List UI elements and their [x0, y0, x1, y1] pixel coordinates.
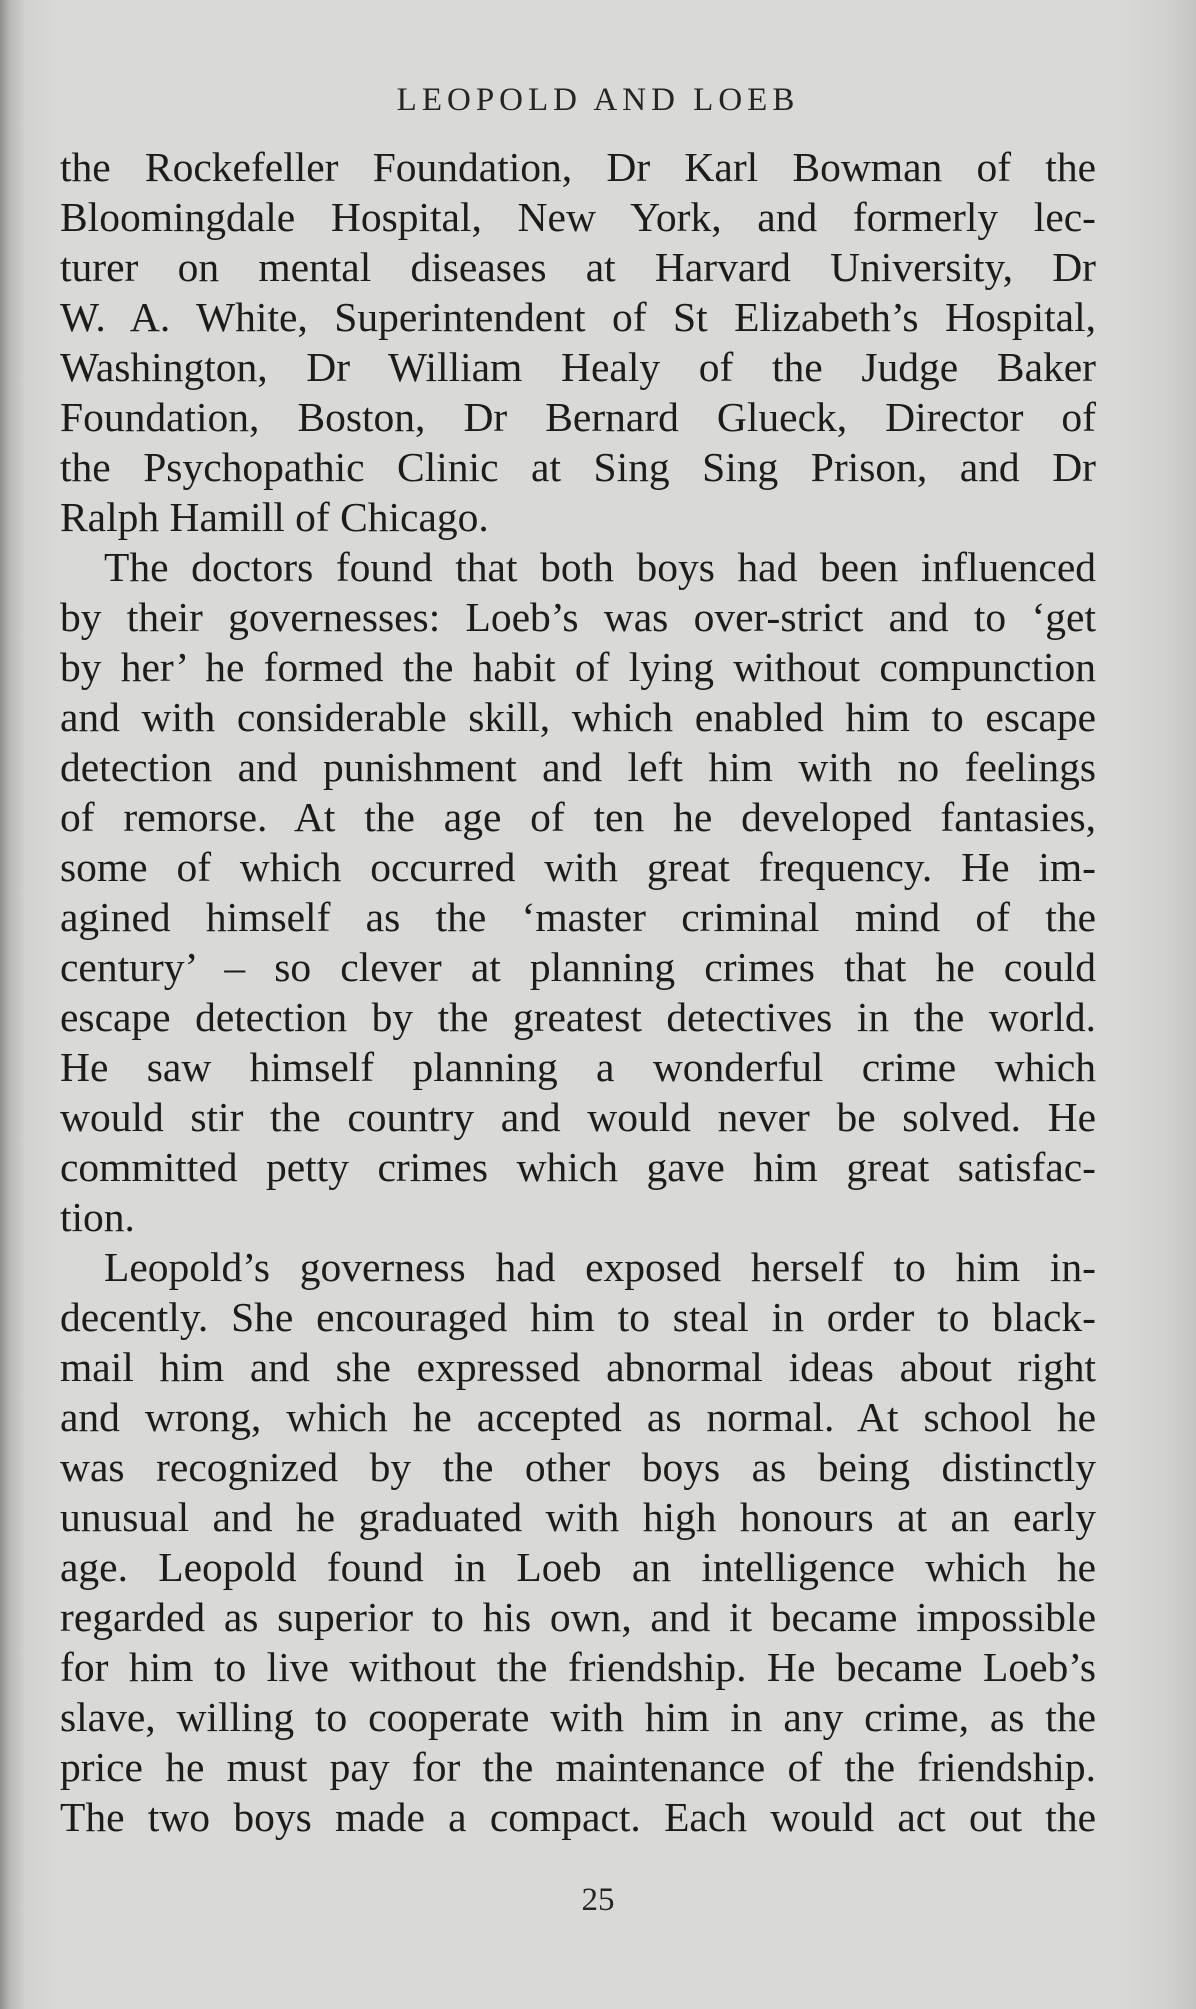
- text-line: by their governesses: Loeb’s was over-strict and to ‘get: [60, 594, 1096, 640]
- text-line: escape detection by the greatest detectives in the world.: [60, 994, 1096, 1040]
- text-line: Washington, Dr William Healy of the Judge Baker: [60, 344, 1096, 390]
- text-line: detection and punishment and left him with no feelings: [60, 744, 1096, 790]
- text-line: agined himself as the ‘master criminal mind of the: [60, 894, 1096, 940]
- text-line: unusual and he graduated with high honours at an early: [60, 1494, 1096, 1540]
- text-line: W. A. White, Superintendent of St Elizabeth’s Hospital,: [60, 294, 1096, 340]
- text-line: turer on mental diseases at Harvard University, Dr: [60, 244, 1096, 290]
- text-line: committed petty crimes which gave him great satisfac-: [60, 1144, 1096, 1190]
- text-line: age. Leopold found in Loeb an intelligence which he: [60, 1544, 1096, 1590]
- paragraph-3: [60, 1242, 1096, 1842]
- text-line: would stir the country and would never be solved. He: [60, 1094, 1096, 1140]
- text-line: The doctors found that both boys had been influenced: [104, 544, 1096, 590]
- text-line: some of which occurred with great frequency. He im-: [60, 844, 1096, 890]
- text-line: the Psychopathic Clinic at Sing Sing Prison, and Dr: [60, 444, 1096, 490]
- text-line: for him to live without the friendship. He became Loeb’s: [60, 1644, 1096, 1690]
- text-line: Foundation, Boston, Dr Bernard Glueck, Director of: [60, 394, 1096, 440]
- text-line: price he must pay for the maintenance of the friendship.: [60, 1744, 1096, 1790]
- body-text: [60, 142, 1096, 1842]
- text-line: and with considerable skill, which enabled him to escape: [60, 694, 1096, 740]
- text-line: by her’ he formed the habit of lying without compunction: [60, 644, 1096, 690]
- text-line: of remorse. At the age of ten he developed fantasies,: [60, 794, 1096, 840]
- page-number: 25: [581, 1882, 615, 1918]
- text-line: and wrong, which he accepted as normal. At school he: [60, 1394, 1096, 1440]
- running-head: LEOPOLD AND LOEB: [396, 82, 800, 118]
- text-line: mail him and she expressed abnormal ideas about right: [60, 1344, 1096, 1390]
- text-line: was recognized by the other boys as being distinctly: [60, 1444, 1096, 1490]
- paragraph-2: [60, 542, 1096, 1242]
- text-line: Leopold’s governess had exposed herself to him in-: [104, 1244, 1096, 1290]
- text-line: Bloomingdale Hospital, New York, and formerly lec-: [60, 194, 1096, 240]
- text-line: the Rockefeller Foundation, Dr Karl Bowman of the: [60, 144, 1096, 190]
- text-line: tion.: [60, 1194, 135, 1240]
- text-line: He saw himself planning a wonderful crime which: [60, 1044, 1096, 1090]
- text-line: century’ – so clever at planning crimes that he could: [60, 944, 1096, 990]
- paragraph-1: [60, 142, 1096, 542]
- text-line: Ralph Hamill of Chicago.: [60, 494, 489, 540]
- text-line: regarded as superior to his own, and it became impossible: [60, 1594, 1096, 1640]
- text-line: The two boys made a compact. Each would act out the: [60, 1794, 1096, 1840]
- text-line: slave, willing to cooperate with him in any crime, as the: [60, 1694, 1096, 1740]
- text-line: decently. She encouraged him to steal in order to black-: [60, 1294, 1096, 1340]
